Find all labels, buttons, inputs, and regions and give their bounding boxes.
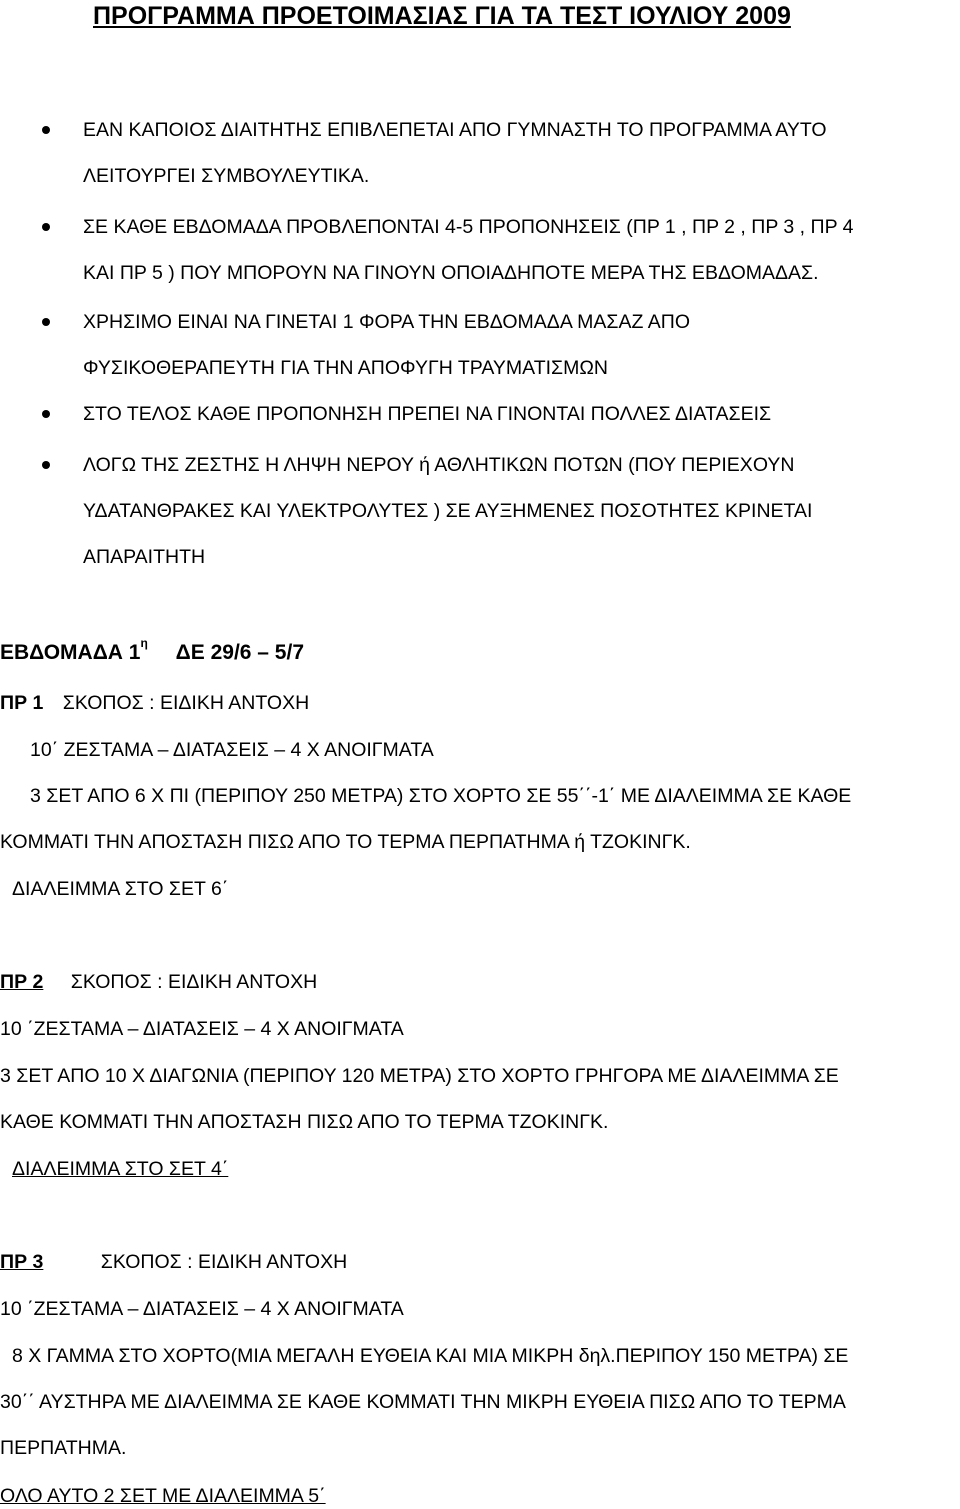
week-sup: η <box>140 636 148 650</box>
pr2-rest: ΔΙΑΛΕΙΜΜΑ ΣΤΟ ΣΕΤ 4΄ <box>12 1158 229 1180</box>
pr2-warmup: 10 ΄ΖΕΣΤΑΜΑ – ΔΙΑΤΑΣΕΙΣ – 4 Χ ΑΝΟΙΓΜΑΤΑ <box>0 1018 404 1040</box>
bullet-2-line-1: ΣΕ ΚΑΘΕ ΕΒΔΟΜΑΔΑ ΠΡΟΒΛΕΠΟΝΤΑΙ 4-5 ΠΡΟΠΟΝΗΣΕΙΣ (ΠΡ 1 , ΠΡ 2 , ΠΡ 3 , ΠΡ 4 <box>83 216 854 238</box>
week-heading <box>0 636 305 665</box>
pr3-goal: ΣΚΟΠΟΣ : ΕΙΔΙΚΗ ΑΝΤΟΧΗ <box>100 1251 348 1273</box>
pr3-main-line-1: 8 Χ ΓΑΜΜΑ ΣΤΟ ΧΟΡΤΟ(ΜΙΑ ΜΕΓΑΛΗ ΕΥΘΕΙΑ ΚΑΙ ΜΙΑ ΜΙΚΡΗ δηλ.ΠΕΡΙΠΟΥ 150 ΜΕΤΡΑ) ΣΕ <box>12 1345 849 1367</box>
bullet-icon <box>42 126 50 134</box>
bullet-5-line-1: ΛΟΓΩ ΤΗΣ ΖΕΣΤΗΣ Η ΛΗΨΗ ΝΕΡΟΥ ή ΑΘΛΗΤΙΚΩΝ ΠΟΤΩΝ (ΠΟΥ ΠΕΡΙΕΧΟΥΝ <box>83 454 795 476</box>
pr1-header <box>0 691 309 715</box>
bullet-icon <box>42 461 50 469</box>
pr1-code: ΠΡ 1 <box>0 692 44 714</box>
bullet-3-line-2: ΦΥΣΙΚΟΘΕΡΑΠΕΥΤΗ ΓΙΑ ΤΗΝ ΑΠΟΦΥΓΗ ΤΡΑΥΜΑΤΙΣΜΩΝ <box>83 357 609 379</box>
bullet-1-line-2: ΛΕΙΤΟΥΡΓΕΙ ΣΥΜΒΟΥΛΕΥΤΙΚΑ. <box>83 165 370 187</box>
pr1-rest: ΔΙΑΛΕΙΜΜΑ ΣΤΟ ΣΕΤ 6΄ <box>12 878 229 900</box>
bullet-icon <box>42 410 50 418</box>
bullet-icon <box>42 318 50 326</box>
pr2-main-line-1: 3 ΣΕΤ ΑΠΟ 10 Χ ΔΙΑΓΩΝΙΑ (ΠΕΡΙΠΟΥ 120 ΜΕΤΡΑ) ΣΤΟ ΧΟΡΤΟ ΓΡΗΓΟΡΑ ΜΕ ΔΙΑΛΕΙΜΜΑ ΣΕ <box>0 1065 839 1087</box>
pr3-main-line-2: 30΄΄ ΑΥΣΤΗΡΑ ΜΕ ΔΙΑΛΕΙΜΜΑ ΣΕ ΚΑΘΕ ΚΟΜΜΑΤΙ ΤΗΝ ΜΙΚΡΗ ΕΥΘΕΙΑ ΠΙΣΩ ΑΠΟ ΤΟ ΤΕΡΜΑ <box>0 1391 846 1413</box>
page-title: ΠΡΟΓΡΑΜΜΑ ΠΡΟΕΤΟΙΜΑΣΙΑΣ ΓΙΑ ΤΑ ΤΕΣΤ ΙΟΥΛΙΟΥ 2009 <box>93 2 791 30</box>
bullet-icon <box>42 223 50 231</box>
bullet-3-line-1: ΧΡΗΣΙΜΟ ΕΙΝΑΙ ΝΑ ΓΙΝΕΤΑΙ 1 ΦΟΡΑ ΤΗΝ ΕΒΔΟΜΑΔΑ ΜΑΣΑΖ ΑΠΟ <box>83 311 691 333</box>
pr3-code: ΠΡ 3 <box>0 1251 44 1273</box>
pr3-warmup: 10 ΄ΖΕΣΤΑΜΑ – ΔΙΑΤΑΣΕΙΣ – 4 Χ ΑΝΟΙΓΜΑΤΑ <box>0 1298 404 1320</box>
pr1-main-line-1: 3 ΣΕΤ ΑΠΟ 6 Χ ΠΙ (ΠΕΡΙΠΟΥ 250 ΜΕΤΡΑ) ΣΤΟ ΧΟΡΤΟ ΣΕ 55΄΄-1΄ ΜΕ ΔΙΑΛΕΙΜΜΑ ΣΕ ΚΑΘΕ <box>30 785 852 807</box>
bullet-2-line-2: ΚΑΙ ΠΡ 5 ) ΠΟΥ ΜΠΟΡΟΥΝ ΝΑ ΓΙΝΟΥΝ ΟΠΟΙΑΔΗΠΟΤΕ ΜΕΡΑ ΤΗΣ ΕΒΔΟΜΑΔΑΣ. <box>83 262 819 284</box>
pr2-goal: ΣΚΟΠΟΣ : ΕΙΔΙΚΗ ΑΝΤΟΧΗ <box>70 971 318 993</box>
pr1-warmup: 10΄ ΖΕΣΤΑΜΑ – ΔΙΑΤΑΣΕΙΣ – 4 Χ ΑΝΟΙΓΜΑΤΑ <box>30 739 434 761</box>
pr3-header <box>0 1250 347 1274</box>
week-dates: ΔΕ 29/6 – 5/7 <box>175 641 305 664</box>
bullet-5-line-2: ΥΔΑΤΑΝΘΡΑΚΕΣ ΚΑΙ ΥΛΕΚΤΡΟΛΥΤΕΣ ) ΣΕ ΑΥΞΗΜΕΝΕΣ ΠΟΣΟΤΗΤΕΣ ΚΡΙΝΕΤΑΙ <box>83 500 813 522</box>
pr1-goal: ΣΚΟΠΟΣ : ΕΙΔΙΚΗ ΑΝΤΟΧΗ <box>62 692 310 714</box>
pr3-main-line-3: ΠΕΡΠΑΤΗΜΑ. <box>0 1437 127 1459</box>
pr1-main-line-2: ΚΟΜΜΑΤΙ ΤΗΝ ΑΠΟΣΤΑΣΗ ΠΙΣΩ ΑΠΟ ΤΟ ΤΕΡΜΑ ΠΕΡΠΑΤΗΜΑ ή ΤΖΟΚΙΝΓΚ. <box>0 831 691 853</box>
bullet-1-line-1: ΕΑΝ ΚΑΠΟΙΟΣ ΔΙΑΙΤΗΤΗΣ ΕΠΙΒΛΕΠΕΤΑΙ ΑΠΟ ΓΥΜΝΑΣΤΗ ΤΟ ΠΡΟΓΡΑΜΜΑ ΑΥΤΟ <box>83 119 827 141</box>
week-label: ΕΒΔΟΜΑΔΑ 1 <box>0 641 141 664</box>
bullet-5-line-3: ΑΠΑΡΑΙΤΗΤΗ <box>83 546 206 568</box>
pr3-rest: ΟΛΟ ΑΥΤΟ 2 ΣΕΤ ΜΕ ΔΙΑΛΕΙΜΜΑ 5΄ <box>0 1485 326 1507</box>
pr2-code: ΠΡ 2 <box>0 971 44 993</box>
bullet-4-line-1: ΣΤΟ ΤΕΛΟΣ ΚΑΘΕ ΠΡΟΠΟΝΗΣΗ ΠΡΕΠΕΙ ΝΑ ΓΙΝΟΝΤΑΙ ΠΟΛΛΕΣ ΔΙΑΤΑΣΕΙΣ <box>83 403 772 425</box>
pr2-main-line-2: ΚΑΘΕ ΚΟΜΜΑΤΙ ΤΗΝ ΑΠΟΣΤΑΣΗ ΠΙΣΩ ΑΠΟ ΤΟ ΤΕΡΜΑ ΤΖΟΚΙΝΓΚ. <box>0 1111 609 1133</box>
pr2-header <box>0 970 317 994</box>
